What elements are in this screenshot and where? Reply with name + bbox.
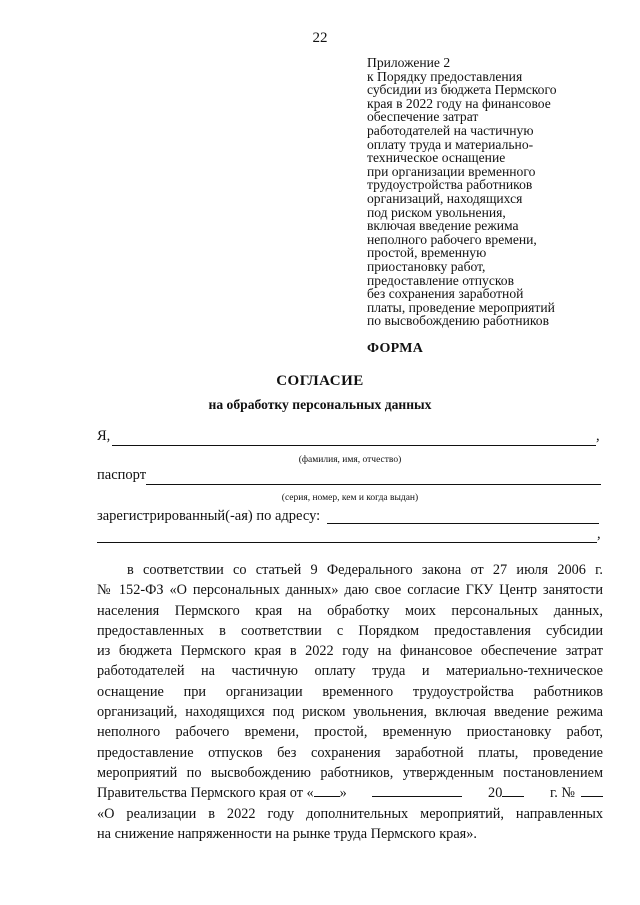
form-label: ФОРМА bbox=[367, 341, 424, 356]
gov-line-quote: » bbox=[339, 785, 347, 802]
appendix-line: простой, временную bbox=[367, 245, 487, 261]
appendix-line: края в 2022 году на финансовое bbox=[367, 95, 551, 111]
appendix-line: техническое оснащение bbox=[367, 150, 506, 166]
number-label: г. № bbox=[549, 785, 575, 802]
body-line: предоставленных в соответствии с Порядком предоставления субсидии bbox=[97, 622, 603, 639]
appendix-line: к Порядку предоставления bbox=[367, 68, 523, 84]
name-label: Я, bbox=[97, 428, 111, 444]
appendix-line: предоставление отпусков bbox=[367, 272, 514, 288]
appendix-block bbox=[367, 56, 617, 328]
month-field[interactable] bbox=[372, 784, 462, 797]
document-title: СОГЛАСИЕ bbox=[276, 373, 364, 389]
body-line: мероприятий по высвобождению работников, утвержденным постановлением bbox=[97, 764, 603, 781]
name-field[interactable] bbox=[112, 445, 596, 446]
document-subtitle: на обработку персональных данных bbox=[208, 397, 432, 412]
page-number: 22 bbox=[312, 30, 328, 46]
appendix-line: субсидии из бюджета Пермского bbox=[367, 82, 557, 98]
body-line: на снижение напряженности на рынке труда Пермского края». bbox=[97, 825, 477, 842]
year-prefix: 20 bbox=[488, 785, 503, 802]
year-field[interactable] bbox=[502, 784, 524, 797]
appendix-line: платы, проведение мероприятий bbox=[367, 299, 555, 315]
body-line: оснащение при организации временного трудоустройства работников bbox=[97, 683, 603, 700]
body-line: № 152-ФЗ «О персональных данных» даю свое согласие ГКУ Центр занятости bbox=[97, 582, 603, 599]
body-line: из бюджета Пермского края в 2022 году на финансовое обеспечение затрат bbox=[97, 643, 603, 660]
body-line: «О реализации в 2022 году дополнительных мероприятий, направленных bbox=[97, 805, 603, 822]
gov-line-text: Правительства Пермского края от « bbox=[97, 785, 314, 802]
body-line: неполного рабочего времени, простой, временную приостановку работ, bbox=[97, 724, 603, 741]
passport-field[interactable] bbox=[146, 484, 601, 485]
appendix-line: организаций, находящихся bbox=[367, 190, 523, 206]
day-field[interactable] bbox=[314, 784, 340, 797]
appendix-line: по высвобождению работников bbox=[367, 313, 549, 329]
body-line: предоставление отпусков без сохранения заработной платы, проведение bbox=[97, 744, 603, 761]
appendix-line: при организации временного bbox=[367, 163, 536, 179]
appendix-line: неполного рабочего времени, bbox=[367, 231, 537, 247]
passport-hint: (серия, номер, кем и когда выдан) bbox=[281, 493, 419, 503]
name-hint: (фамилия, имя, отчество) bbox=[298, 455, 402, 465]
body-line: работодателей на частичную оплату труда и материально-техническое bbox=[97, 663, 603, 680]
body-line: в соответствии со статьей 9 Федерального закона от 27 июля 2006 г. bbox=[127, 562, 603, 578]
address-comma: , bbox=[597, 526, 601, 542]
address-label: зарегистрированный(-ая) по адресу: bbox=[97, 508, 321, 524]
appendix-line: работодателей на частичную bbox=[367, 122, 534, 138]
body-line: населения Пермского края на обработку моих персональных данных, bbox=[97, 602, 603, 619]
address-field[interactable] bbox=[327, 523, 599, 524]
appendix-line: трудоустройства работников bbox=[367, 177, 533, 193]
appendix-line: без сохранения заработной bbox=[367, 286, 524, 302]
body-paragraph bbox=[97, 560, 603, 844]
appendix-line: включая введение режима bbox=[367, 218, 519, 234]
gov-resolution-line bbox=[97, 783, 603, 803]
appendix-line: оплату труда и материально- bbox=[367, 136, 534, 152]
body-line: организаций, находящихся под риском увольнения, включая введение режима bbox=[97, 704, 603, 721]
appendix-line: под риском увольнения, bbox=[367, 204, 506, 220]
name-comma: , bbox=[596, 428, 600, 444]
address-field-line2[interactable] bbox=[97, 542, 597, 543]
appendix-line: обеспечение затрат bbox=[367, 109, 479, 125]
appendix-line: приостановку работ, bbox=[367, 258, 486, 274]
resolution-number-field[interactable] bbox=[581, 784, 603, 797]
appendix-line: Приложение 2 bbox=[367, 55, 451, 70]
passport-label: паспорт bbox=[97, 467, 147, 483]
